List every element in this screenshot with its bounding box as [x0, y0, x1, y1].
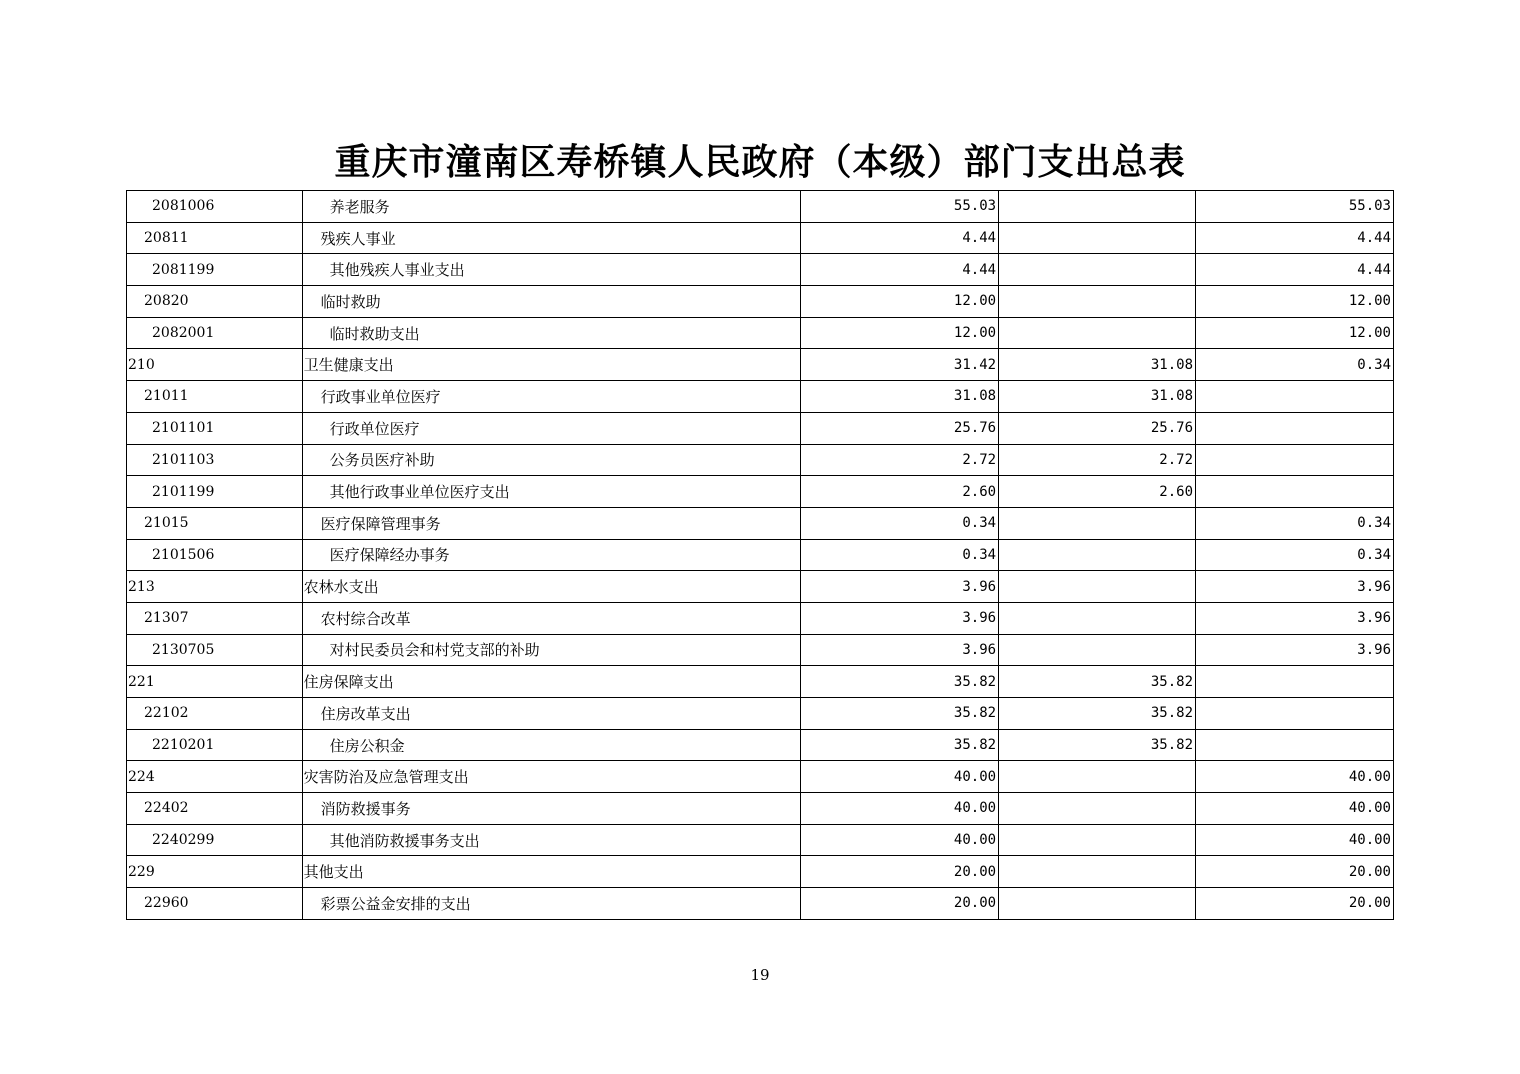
table-row	[127, 349, 1394, 381]
row-total: 20.00	[801, 888, 999, 920]
table-row	[127, 191, 1394, 223]
table-row	[127, 444, 1394, 476]
row-basic-expenditure	[999, 571, 1196, 603]
row-name: 其他消防救援事务支出	[302, 824, 800, 856]
row-name: 残疾人事业	[302, 222, 800, 254]
row-code: 21307	[127, 602, 303, 634]
row-code: 22402	[127, 793, 303, 825]
row-total: 40.00	[801, 793, 999, 825]
row-name: 彩票公益金安排的支出	[302, 888, 800, 920]
row-name: 对村民委员会和村党支部的补助	[302, 634, 800, 666]
row-name: 其他残疾人事业支出	[302, 254, 800, 286]
row-name: 住房改革支出	[302, 698, 800, 730]
row-name: 住房保障支出	[302, 666, 800, 698]
row-name: 消防救援事务	[302, 793, 800, 825]
row-name: 其他行政事业单位医疗支出	[302, 476, 800, 508]
row-code: 2082001	[127, 317, 303, 349]
row-total: 3.96	[801, 634, 999, 666]
row-project-expenditure: 40.00	[1196, 761, 1394, 793]
table-row	[127, 507, 1394, 539]
row-name: 行政事业单位医疗	[302, 381, 800, 413]
row-name: 其他支出	[302, 856, 800, 888]
row-code: 229	[127, 856, 303, 888]
row-name: 农林水支出	[302, 571, 800, 603]
row-name: 行政单位医疗	[302, 412, 800, 444]
row-project-expenditure	[1196, 729, 1394, 761]
row-basic-expenditure	[999, 888, 1196, 920]
row-basic-expenditure: 35.82	[999, 729, 1196, 761]
row-basic-expenditure: 25.76	[999, 412, 1196, 444]
row-name: 养老服务	[302, 191, 800, 223]
row-total: 0.34	[801, 539, 999, 571]
row-basic-expenditure	[999, 602, 1196, 634]
table-row	[127, 539, 1394, 571]
expenditure-table	[126, 190, 1394, 920]
row-total: 2.60	[801, 476, 999, 508]
row-basic-expenditure	[999, 222, 1196, 254]
row-basic-expenditure: 35.82	[999, 666, 1196, 698]
row-total: 35.82	[801, 729, 999, 761]
row-project-expenditure: 12.00	[1196, 286, 1394, 318]
row-basic-expenditure: 35.82	[999, 698, 1196, 730]
table-row	[127, 286, 1394, 318]
table-row	[127, 666, 1394, 698]
row-basic-expenditure: 2.72	[999, 444, 1196, 476]
row-name: 临时救助	[302, 286, 800, 318]
row-code: 2130705	[127, 634, 303, 666]
row-project-expenditure	[1196, 666, 1394, 698]
table-row	[127, 729, 1394, 761]
row-code: 2101506	[127, 539, 303, 571]
row-code: 221	[127, 666, 303, 698]
row-basic-expenditure	[999, 317, 1196, 349]
row-name: 医疗保障经办事务	[302, 539, 800, 571]
row-project-expenditure: 40.00	[1196, 824, 1394, 856]
row-basic-expenditure	[999, 507, 1196, 539]
row-basic-expenditure	[999, 856, 1196, 888]
row-basic-expenditure	[999, 191, 1196, 223]
table-row	[127, 634, 1394, 666]
row-total: 25.76	[801, 412, 999, 444]
row-project-expenditure: 40.00	[1196, 793, 1394, 825]
row-code: 20811	[127, 222, 303, 254]
row-project-expenditure: 0.34	[1196, 539, 1394, 571]
row-project-expenditure	[1196, 476, 1394, 508]
row-basic-expenditure	[999, 286, 1196, 318]
table-row	[127, 222, 1394, 254]
row-name: 灾害防治及应急管理支出	[302, 761, 800, 793]
row-total: 3.96	[801, 602, 999, 634]
row-name: 医疗保障管理事务	[302, 507, 800, 539]
table-row	[127, 602, 1394, 634]
row-basic-expenditure: 2.60	[999, 476, 1196, 508]
table-row	[127, 317, 1394, 349]
row-total: 31.42	[801, 349, 999, 381]
row-code: 213	[127, 571, 303, 603]
row-name: 公务员医疗补助	[302, 444, 800, 476]
row-project-expenditure: 55.03	[1196, 191, 1394, 223]
row-project-expenditure	[1196, 698, 1394, 730]
table-row	[127, 761, 1394, 793]
row-code: 2081006	[127, 191, 303, 223]
row-code: 210	[127, 349, 303, 381]
row-code: 21015	[127, 507, 303, 539]
row-code: 2240299	[127, 824, 303, 856]
row-name: 临时救助支出	[302, 317, 800, 349]
row-basic-expenditure: 31.08	[999, 349, 1196, 381]
row-basic-expenditure	[999, 539, 1196, 571]
row-code: 2101199	[127, 476, 303, 508]
table-row	[127, 476, 1394, 508]
row-basic-expenditure	[999, 254, 1196, 286]
page-title: 重庆市潼南区寿桥镇人民政府（本级）部门支出总表	[334, 141, 1186, 183]
table-row	[127, 856, 1394, 888]
row-total: 2.72	[801, 444, 999, 476]
row-code: 20820	[127, 286, 303, 318]
table-row	[127, 793, 1394, 825]
row-name: 卫生健康支出	[302, 349, 800, 381]
table-row	[127, 412, 1394, 444]
row-project-expenditure: 12.00	[1196, 317, 1394, 349]
table-row	[127, 571, 1394, 603]
row-project-expenditure	[1196, 444, 1394, 476]
row-project-expenditure: 3.96	[1196, 634, 1394, 666]
table-row	[127, 888, 1394, 920]
table-row	[127, 254, 1394, 286]
row-code: 2101101	[127, 412, 303, 444]
table-row	[127, 824, 1394, 856]
row-basic-expenditure: 31.08	[999, 381, 1196, 413]
row-project-expenditure: 4.44	[1196, 254, 1394, 286]
row-total: 4.44	[801, 222, 999, 254]
row-project-expenditure: 3.96	[1196, 602, 1394, 634]
row-code: 22102	[127, 698, 303, 730]
row-code: 224	[127, 761, 303, 793]
row-name: 农村综合改革	[302, 602, 800, 634]
row-total: 0.34	[801, 507, 999, 539]
row-basic-expenditure	[999, 634, 1196, 666]
row-project-expenditure: 20.00	[1196, 856, 1394, 888]
row-total: 20.00	[801, 856, 999, 888]
row-total: 31.08	[801, 381, 999, 413]
row-code: 2210201	[127, 729, 303, 761]
row-project-expenditure	[1196, 412, 1394, 444]
row-project-expenditure: 20.00	[1196, 888, 1394, 920]
row-basic-expenditure	[999, 761, 1196, 793]
row-code: 2101103	[127, 444, 303, 476]
row-code: 22960	[127, 888, 303, 920]
row-code: 2081199	[127, 254, 303, 286]
row-total: 35.82	[801, 698, 999, 730]
table-row	[127, 698, 1394, 730]
row-basic-expenditure	[999, 824, 1196, 856]
row-total: 3.96	[801, 571, 999, 603]
table-body	[127, 191, 1394, 920]
page-number: 19	[750, 966, 770, 984]
row-project-expenditure	[1196, 381, 1394, 413]
row-total: 12.00	[801, 317, 999, 349]
table-row	[127, 381, 1394, 413]
row-total: 40.00	[801, 761, 999, 793]
row-project-expenditure: 3.96	[1196, 571, 1394, 603]
row-name: 住房公积金	[302, 729, 800, 761]
row-total: 35.82	[801, 666, 999, 698]
row-project-expenditure: 0.34	[1196, 507, 1394, 539]
row-total: 40.00	[801, 824, 999, 856]
row-total: 12.00	[801, 286, 999, 318]
row-basic-expenditure	[999, 793, 1196, 825]
row-total: 55.03	[801, 191, 999, 223]
row-total: 4.44	[801, 254, 999, 286]
row-project-expenditure: 4.44	[1196, 222, 1394, 254]
row-project-expenditure: 0.34	[1196, 349, 1394, 381]
row-code: 21011	[127, 381, 303, 413]
